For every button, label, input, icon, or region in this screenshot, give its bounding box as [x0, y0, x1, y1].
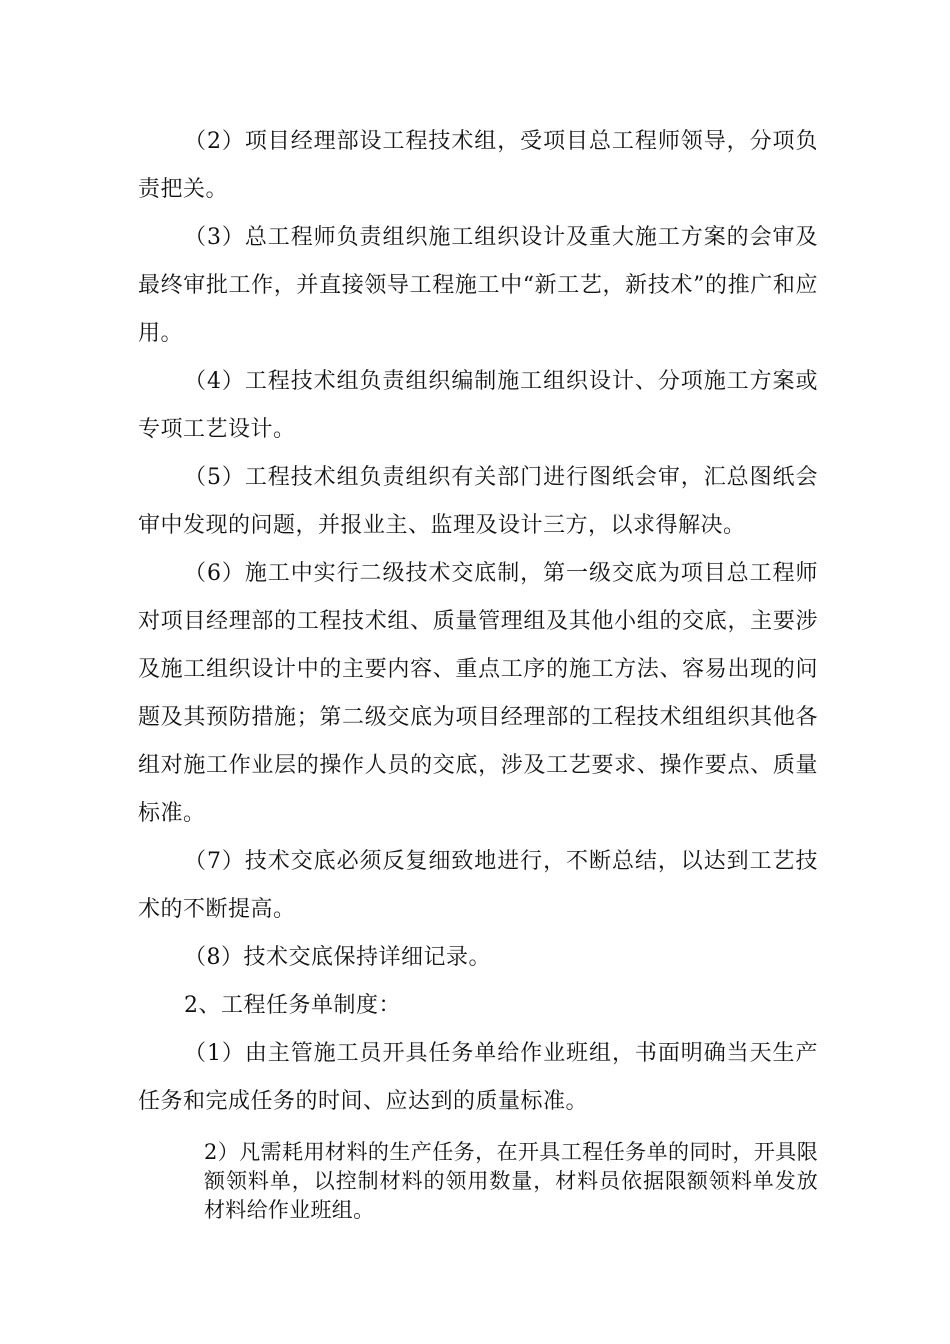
paragraph-item-4: （4）工程技术组负责组织编制施工组织设计、分项施工方案或专项工艺设计。: [138, 369, 818, 442]
paragraph-item-7: （7）技术交底必须反复细致地进行，不断总结，以达到工艺技术的不断提高。: [138, 849, 818, 922]
document-body: [138, 118, 818, 1225]
paragraph-item-6: （6）施工中实行二级技术交底制，第一级交底为项目总工程师对项目经理部的工程技术组、质量管理组及其他小组的交底，主要涉及施工组织设计中的主要内容、重点工序的施工方法、容易出现的问题及其预防措施；第二级交底为项目经理部的工程技术组组织其他各组对施工作业层的操作人员的交底，涉及工艺要求、操作要点、质量标准。: [138, 561, 818, 826]
section-heading-task-order: 2、工程任务单制度：: [184, 993, 401, 1018]
paragraph-item-8: （8）技术交底保持详细记录。: [184, 945, 491, 970]
paragraph-item-3: （3）总工程师负责组织施工组织设计及重大施工方案的会审及最终审批工作，并直接领导工程施工中“新工艺，新技术”的推广和应用。: [138, 225, 818, 346]
paragraph-item-2: （2）项目经理部设工程技术组，受项目总工程师领导，分项负责把关。: [138, 129, 818, 202]
paragraph-task-item-1: （1）由主管施工员开具任务单给作业班组，书面明确当天生产任务和完成任务的时间、应达到的质量标准。: [138, 1041, 818, 1114]
paragraph-item-5: （5）工程技术组负责组织有关部门进行图纸会审，汇总图纸会审中发现的问题，并报业主、监理及设计三方，以求得解决。: [138, 465, 818, 538]
paragraph-task-item-2: 2）凡需耗用材料的生产任务，在开具工程任务单的同时，开具限额领料单，以控制材料的领用数量，材料员依据限额领料单发放材料给作业班组。: [204, 1140, 818, 1222]
